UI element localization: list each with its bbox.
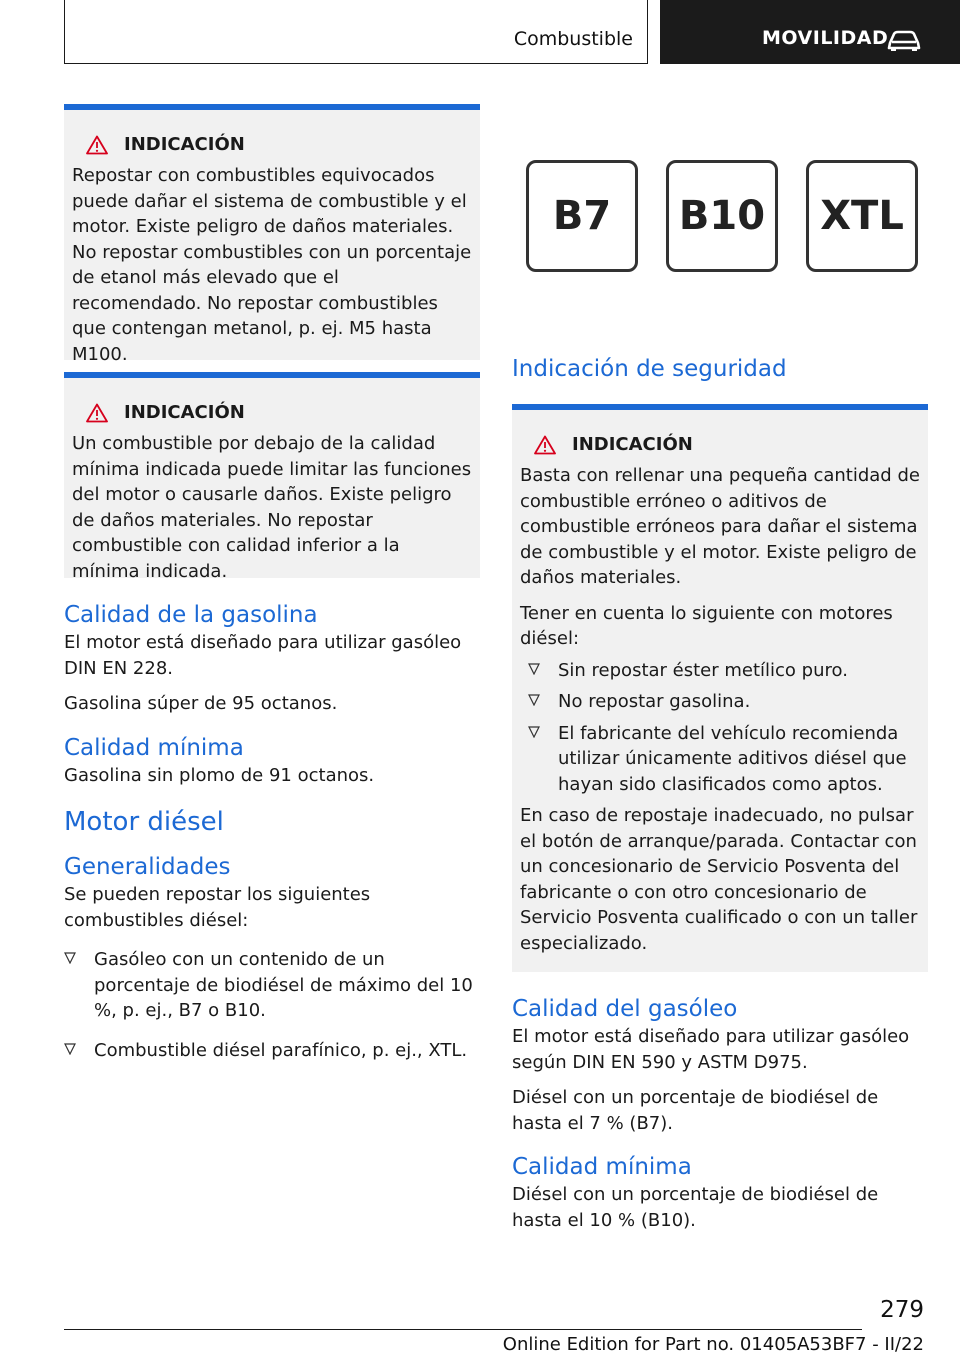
section-heading: Calidad mínima xyxy=(64,734,244,761)
car-icon xyxy=(886,28,922,52)
notice-text: Repostar con combustibles equivocados puede dañar el sistema de combustible y el motor. Existe peligro de daños materiales. No repostar combustibles con un porcentaje de etanol más elevado que el recomendado. No repostar combustibles que contengan metanol, p. ej. M5 hasta M100. xyxy=(72,165,472,365)
list-item: No repostar gasolina. xyxy=(528,689,920,715)
fuel-label-b10: B10 xyxy=(666,160,778,272)
gasoline-quality-section xyxy=(64,600,480,717)
triangle-bullet-icon xyxy=(528,726,540,738)
page-number: 279 xyxy=(880,1297,924,1323)
notice-text: En caso de repostaje inadecuado, no pulsar el botón de arranque/parada. Contactar con un concesionario de Servicio Posventa del fabricante o con otro concesionario de Servicio Posventa cualificado o con un taller especializado. xyxy=(520,805,918,954)
section-heading: Calidad del gasóleo xyxy=(512,996,738,1022)
header-chapter-box xyxy=(64,0,648,64)
section-heading: Generalidades xyxy=(64,854,231,880)
fuel-labels xyxy=(526,160,928,272)
body-text: El motor está diseñado para utilizar gasóleo DIN EN 228. xyxy=(64,632,462,679)
list-item: Gasóleo con un contenido de un porcentaje de biodiésel de máximo del 10 %, p. ej., B7 o B10. xyxy=(64,947,480,1024)
min-quality-section xyxy=(64,733,480,789)
notice-text: Un combustible por debajo de la calidad mínima indicada puede limitar las funciones del motor o causarle daños. Existe peligro de daños materiales. No repostar combustible con calidad inferior a la mínima indicada. xyxy=(72,433,472,582)
body-text: Gasolina súper de 95 octanos. xyxy=(64,693,338,714)
notice-box xyxy=(512,404,928,972)
triangle-bullet-icon xyxy=(528,663,540,675)
list-item: El fabricante del vehículo recomienda utilizar únicamente aditivos diésel que hayan sido clasificados como aptos. xyxy=(528,721,920,798)
general-section xyxy=(64,852,480,1063)
notice-text: Tener en cuenta lo siguiente con motores diésel: xyxy=(520,602,893,649)
body-text: Diésel con un porcentaje de biodiésel de hasta el 10 % (B10). xyxy=(512,1184,879,1231)
triangle-bullet-icon xyxy=(64,1043,76,1055)
warning-triangle-icon xyxy=(86,403,108,423)
footer-divider xyxy=(64,1329,862,1330)
safety-section xyxy=(512,354,928,384)
body-text: Se pueden repostar los siguientes combustibles diésel: xyxy=(64,884,371,931)
right-column xyxy=(512,104,928,1233)
diesel-min-quality-section xyxy=(512,1152,928,1233)
notice-text: Basta con rellenar una pequeña cantidad de combustible erróneo o aditivos de combustible erróneos para dañar el sistema de combustible y el motor. Existe peligro de daños materiales. xyxy=(520,465,920,588)
warning-triangle-icon xyxy=(86,135,108,155)
section-heading: Calidad mínima xyxy=(512,1154,692,1180)
chapter-title: Combustible xyxy=(513,28,633,50)
triangle-bullet-icon xyxy=(528,694,540,706)
notice-title: INDICACIÓN xyxy=(72,134,472,155)
diesel-section xyxy=(64,806,480,838)
body-text: Diésel con un porcentaje de biodiésel de hasta el 7 % (B7). xyxy=(512,1087,879,1134)
warning-triangle-icon xyxy=(534,435,556,455)
chapter-heading: Motor diésel xyxy=(64,807,224,837)
section-heading: Indicación de seguridad xyxy=(512,356,787,382)
section-title: MOVILIDAD xyxy=(762,27,889,49)
header-section-box xyxy=(660,0,960,64)
fuel-label-xtl: XTL xyxy=(806,160,918,272)
bullet-list xyxy=(64,947,480,1063)
edition-note: Online Edition for Part no. 01405A53BF7 - II/22 xyxy=(502,1334,924,1355)
left-column xyxy=(64,104,480,1069)
fuel-label-b7: B7 xyxy=(526,160,638,272)
notice-title: INDICACIÓN xyxy=(72,402,472,423)
list-item: Sin repostar éster metílico puro. xyxy=(528,658,920,684)
notice-box xyxy=(64,104,480,365)
body-text: El motor está diseñado para utilizar gasóleo según DIN EN 590 y ASTM D975. xyxy=(512,1026,910,1073)
body-text: Gasolina sin plomo de 91 octanos. xyxy=(64,764,375,786)
diesel-quality-section xyxy=(512,994,928,1136)
section-heading: Calidad de la gasolina xyxy=(64,602,318,628)
bullet-list xyxy=(528,658,920,798)
list-item: Combustible diésel parafínico, p. ej., XTL. xyxy=(64,1038,480,1064)
notice-title: INDICACIÓN xyxy=(520,434,920,455)
triangle-bullet-icon xyxy=(64,952,76,964)
notice-box xyxy=(64,372,480,582)
